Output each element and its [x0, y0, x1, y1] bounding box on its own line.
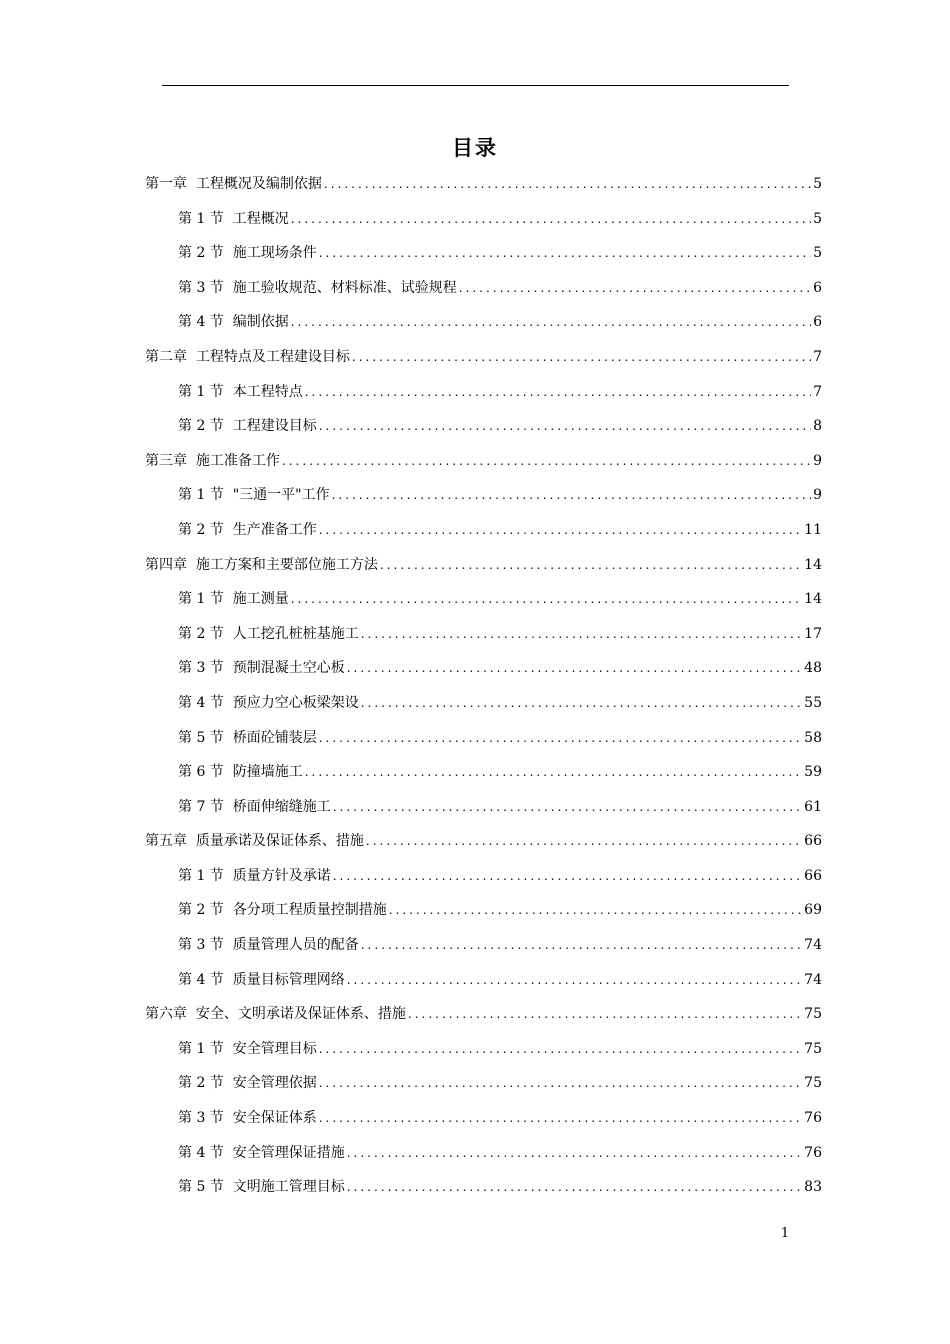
toc-entry-gap	[224, 686, 233, 721]
toc-entry-title: 质量承诺及保证体系、措施	[195, 833, 364, 850]
toc-entry-page: 17	[804, 625, 822, 642]
toc-dot-leader	[319, 236, 811, 271]
toc-dot-leader	[305, 375, 811, 410]
toc-section-entry[interactable]	[145, 202, 822, 237]
toc-entry-label: 第 4 节	[178, 1144, 224, 1161]
toc-entry-gap	[224, 513, 233, 548]
toc-entry-title: 预制混凝土空心板	[232, 660, 345, 677]
toc-dot-leader	[347, 1170, 802, 1205]
toc-section-entry[interactable]	[145, 1032, 822, 1067]
toc-dot-leader	[319, 1066, 802, 1101]
toc-entry-page: 83	[804, 1179, 822, 1196]
toc-entry-title: 人工挖孔桩桩基施工	[232, 625, 359, 642]
toc-entry-page: 5	[813, 210, 822, 227]
toc-entry-label: 第 2 节	[178, 625, 224, 642]
toc-chapter-entry[interactable]	[145, 824, 822, 859]
toc-dot-leader	[319, 721, 802, 756]
toc-dot-leader	[366, 824, 802, 859]
toc-entry-label: 第 1 节	[178, 1040, 224, 1057]
toc-section-entry[interactable]	[145, 375, 822, 410]
toc-entry-gap	[224, 305, 233, 340]
toc-section-entry[interactable]	[145, 478, 822, 513]
toc-entry-page: 75	[804, 1006, 822, 1023]
toc-entry-title: 施工准备工作	[195, 452, 280, 469]
toc-section-entry[interactable]	[145, 859, 822, 894]
toc-entry-title: 安全、文明承诺及保证体系、措施	[195, 1006, 406, 1023]
toc-entry-gap	[224, 1136, 233, 1171]
toc-dot-leader	[408, 997, 802, 1032]
toc-entry-label: 第 5 节	[178, 1179, 224, 1196]
toc-entry-gap	[224, 582, 233, 617]
toc-list	[145, 167, 822, 1205]
toc-entry-title: 施工方案和主要部位施工方法	[195, 556, 378, 573]
toc-entry-title: 施工测量	[232, 591, 289, 608]
toc-entry-gap	[187, 444, 196, 479]
toc-entry-title: 质量管理人员的配备	[232, 937, 359, 954]
toc-chapter-entry[interactable]	[145, 167, 822, 202]
toc-dot-leader	[319, 513, 802, 548]
toc-entry-gap	[224, 236, 233, 271]
toc-entry-page: 7	[813, 348, 822, 365]
toc-entry-label: 第 1 节	[178, 867, 224, 884]
toc-entry-page: 58	[804, 729, 822, 746]
toc-section-entry[interactable]	[145, 1170, 822, 1205]
toc-entry-gap	[224, 375, 233, 410]
toc-entry-title: 桥面砼铺装层	[232, 729, 317, 746]
toc-dot-leader	[352, 340, 811, 375]
toc-entry-page: 55	[804, 694, 822, 711]
toc-dot-leader	[333, 790, 802, 825]
toc-entry-title: 工程概况及编制依据	[195, 176, 322, 192]
toc-entry-label: 第三章	[145, 452, 187, 469]
toc-dot-leader	[291, 582, 802, 617]
toc-entry-gap	[224, 1032, 233, 1067]
toc-section-entry[interactable]	[145, 1066, 822, 1101]
toc-dot-leader	[389, 893, 802, 928]
toc-entry-gap	[224, 963, 233, 998]
toc-entry-page: 11	[804, 521, 822, 538]
toc-dot-leader	[361, 617, 802, 652]
toc-section-entry[interactable]	[145, 271, 822, 306]
toc-dot-leader	[333, 859, 802, 894]
toc-entry-gap	[224, 409, 233, 444]
toc-entry-title: 施工现场条件	[232, 245, 317, 262]
toc-entry-label: 第 4 节	[178, 694, 224, 711]
toc-entry-label: 第 7 节	[178, 798, 224, 815]
toc-entry-page: 6	[813, 279, 822, 296]
toc-entry-label: 第五章	[145, 833, 187, 850]
toc-entry-gap	[224, 478, 233, 513]
toc-entry-gap	[187, 167, 196, 202]
toc-dot-leader	[305, 755, 802, 790]
toc-section-entry[interactable]	[145, 893, 822, 928]
toc-chapter-entry[interactable]	[145, 444, 822, 479]
toc-entry-gap	[224, 202, 233, 237]
toc-entry-label: 第 1 节	[178, 383, 224, 400]
toc-entry-title: 工程概况	[232, 210, 289, 227]
toc-entry-gap	[187, 340, 196, 375]
toc-entry-page: 74	[804, 937, 822, 954]
toc-entry-title: 施工验收规范、材料标准、试验规程	[232, 279, 457, 296]
toc-dot-leader	[324, 167, 811, 202]
toc-section-entry[interactable]	[145, 617, 822, 652]
toc-entry-title: 防撞墙施工	[232, 764, 303, 781]
toc-entry-label: 第六章	[145, 1006, 187, 1023]
toc-entry-title: 桥面伸缩缝施工	[232, 798, 331, 815]
toc-entry-gap	[224, 617, 233, 652]
toc-entry-title: 工程特点及工程建设目标	[195, 348, 350, 365]
toc-entry-page: 66	[804, 833, 822, 850]
toc-entry-title: 文明施工管理目标	[232, 1179, 345, 1196]
toc-entry-page: 76	[804, 1110, 822, 1127]
toc-entry-title: 质量方针及承诺	[232, 867, 331, 884]
toc-entry-page: 5	[813, 245, 822, 262]
toc-entry-gap	[224, 651, 233, 686]
toc-entry-title: 各分项工程质量控制措施	[232, 902, 387, 919]
toc-entry-page: 75	[804, 1075, 822, 1092]
toc-entry-page: 8	[813, 418, 822, 435]
toc-entry-page: 14	[804, 556, 822, 573]
toc-dot-leader	[361, 686, 802, 721]
toc-section-entry[interactable]	[145, 755, 822, 790]
toc-section-entry[interactable]	[145, 686, 822, 721]
toc-entry-page: 7	[813, 383, 822, 400]
toc-entry-label: 第四章	[145, 556, 187, 573]
toc-dot-leader	[319, 1032, 802, 1067]
toc-entry-page: 6	[813, 314, 822, 331]
toc-section-entry[interactable]	[145, 305, 822, 340]
toc-entry-gap	[224, 1101, 233, 1136]
toc-section-entry[interactable]	[145, 582, 822, 617]
toc-entry-label: 第 1 节	[178, 210, 224, 227]
toc-entry-title: "三通一平"工作	[232, 487, 330, 504]
toc-entry-label: 第 1 节	[178, 487, 224, 504]
toc-dot-leader	[347, 963, 802, 998]
toc-heading: 目录	[452, 136, 498, 160]
toc-entry-title: 工程建设目标	[232, 418, 317, 435]
toc-entry-gap	[187, 997, 196, 1032]
toc-entry-label: 第 4 节	[178, 971, 224, 988]
toc-entry-label: 第 2 节	[178, 418, 224, 435]
toc-entry-page: 48	[804, 660, 822, 677]
toc-entry-label: 第 1 节	[178, 591, 224, 608]
toc-dot-leader	[347, 651, 802, 686]
toc-chapter-entry[interactable]	[145, 548, 822, 583]
toc-entry-gap	[224, 755, 233, 790]
toc-section-entry[interactable]	[145, 963, 822, 998]
toc-section-entry[interactable]	[145, 651, 822, 686]
toc-dot-leader	[380, 548, 802, 583]
toc-entry-page: 75	[804, 1040, 822, 1057]
toc-entry-gap	[224, 271, 233, 306]
toc-dot-leader	[361, 928, 802, 963]
toc-chapter-entry[interactable]	[145, 997, 822, 1032]
toc-entry-page: 61	[804, 798, 822, 815]
toc-entry-page: 69	[804, 902, 822, 919]
toc-entry-page: 59	[804, 764, 822, 781]
header-rule	[162, 85, 789, 86]
toc-entry-label: 第 5 节	[178, 729, 224, 746]
toc-dot-leader	[319, 409, 811, 444]
toc-entry-title: 安全管理保证措施	[232, 1144, 345, 1161]
toc-dot-leader	[332, 478, 811, 513]
toc-section-entry[interactable]	[145, 236, 822, 271]
toc-section-entry[interactable]	[145, 513, 822, 548]
toc-entry-page: 9	[813, 452, 822, 469]
toc-entry-label: 第 2 节	[178, 902, 224, 919]
toc-entry-label: 第二章	[145, 348, 187, 365]
toc-entry-gap	[224, 928, 233, 963]
toc-entry-label: 第 3 节	[178, 1110, 224, 1127]
toc-entry-title: 安全管理依据	[232, 1075, 317, 1092]
toc-section-entry[interactable]	[145, 790, 822, 825]
toc-entry-title: 质量目标管理网络	[232, 971, 345, 988]
toc-entry-gap	[224, 1170, 233, 1205]
toc-entry-label: 第 2 节	[178, 1075, 224, 1092]
toc-chapter-entry[interactable]	[145, 340, 822, 375]
toc-entry-title: 生产准备工作	[232, 521, 317, 538]
toc-entry-gap	[224, 893, 233, 928]
toc-dot-leader	[282, 444, 811, 479]
toc-entry-label: 第 2 节	[178, 245, 224, 262]
toc-entry-gap	[187, 824, 196, 859]
toc-entry-page: 74	[804, 971, 822, 988]
toc-dot-leader	[291, 305, 811, 340]
toc-entry-label: 第 3 节	[178, 279, 224, 296]
toc-entry-page: 76	[804, 1144, 822, 1161]
toc-entry-label: 第一章	[145, 176, 187, 192]
toc-entry-label: 第 3 节	[178, 937, 224, 954]
toc-section-entry[interactable]	[145, 928, 822, 963]
toc-entry-page: 5	[813, 176, 822, 192]
toc-entry-title: 安全管理目标	[232, 1040, 317, 1057]
toc-entry-page: 14	[804, 591, 822, 608]
toc-dot-leader	[459, 271, 811, 306]
toc-entry-title: 安全保证体系	[232, 1110, 317, 1127]
toc-entry-label: 第 3 节	[178, 660, 224, 677]
toc-entry-gap	[224, 790, 233, 825]
toc-section-entry[interactable]	[145, 1101, 822, 1136]
toc-entry-title: 本工程特点	[232, 383, 303, 400]
toc-entry-title: 预应力空心板梁架设	[232, 694, 359, 711]
toc-section-entry[interactable]	[145, 1136, 822, 1171]
toc-entry-gap	[224, 859, 233, 894]
toc-entry-gap	[224, 721, 233, 756]
toc-entry-title: 编制依据	[232, 314, 289, 331]
toc-entry-page: 9	[813, 487, 822, 504]
toc-dot-leader	[291, 202, 811, 237]
toc-dot-leader	[319, 1101, 802, 1136]
toc-entry-page: 66	[804, 867, 822, 884]
toc-dot-leader	[347, 1136, 802, 1171]
toc-entry-gap	[187, 548, 196, 583]
toc-entry-label: 第 6 节	[178, 764, 224, 781]
toc-entry-label: 第 2 节	[178, 521, 224, 538]
page-number: 1	[780, 1226, 790, 1241]
toc-entry-label: 第 4 节	[178, 314, 224, 331]
toc-section-entry[interactable]	[145, 721, 822, 756]
toc-section-entry[interactable]	[145, 409, 822, 444]
toc-entry-gap	[224, 1066, 233, 1101]
